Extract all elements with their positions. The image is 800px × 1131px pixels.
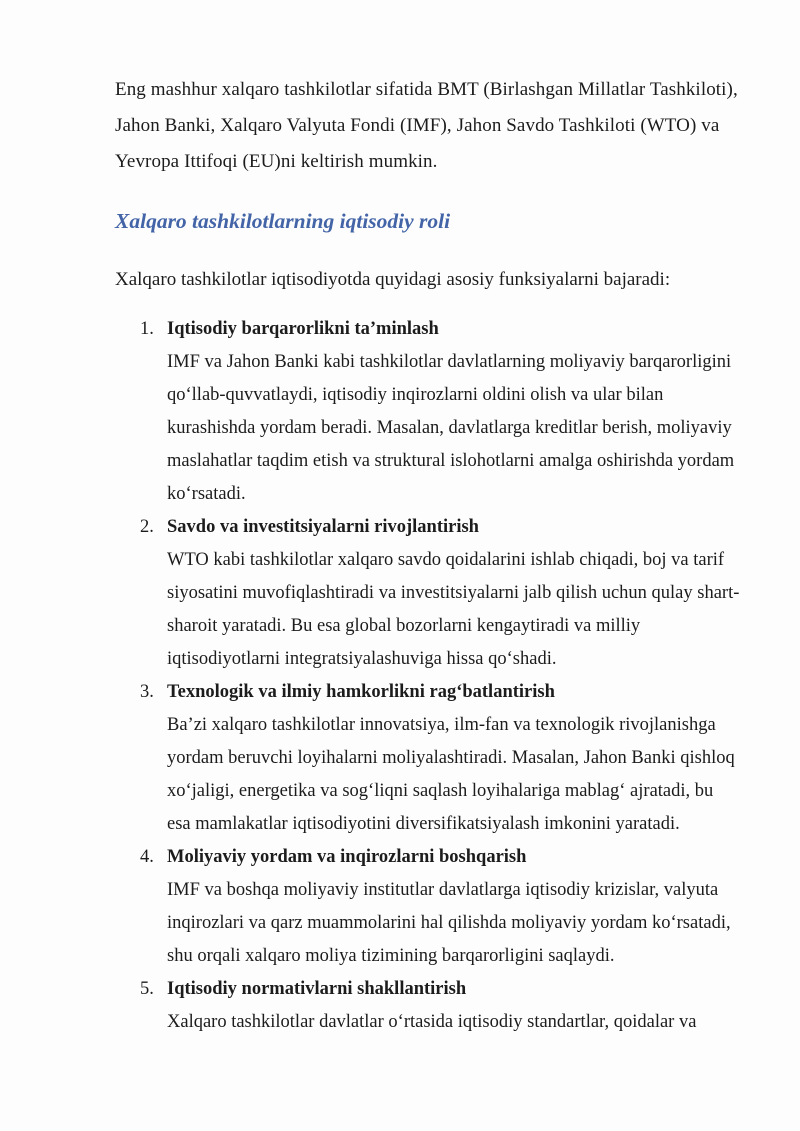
list-number: 1. (140, 319, 154, 339)
list-item (140, 841, 740, 973)
list-number: 2. (140, 517, 154, 537)
list-item-body: WTO kabi tashkilotlar xalqaro savdo qoidalarini ishlab chiqadi, boj va tarif siyosatini muvofiqlashtiradi va investitsiyalarni jalb qilish uchun qulay shart-sharoit yaratadi. Bu esa global bozorlarni kengaytiradi va milliy iqtisodiyotlarni integratsiyalashuviga hissa qo‘shadi. (167, 550, 740, 669)
list-item-title: Iqtisodiy barqarorlikni ta’minlash (167, 319, 439, 339)
list-item-body: IMF va Jahon Banki kabi tashkilotlar davlatlarning moliyaviy barqarorligini qo‘llab-quvvatlaydi, iqtisodiy inqirozlarni oldini olish va ular bilan kurashishda yordam beradi. Masalan, davlatlarga kreditlar berish, moliyaviy maslahatlar taqdim etish va struktural islohotlarni amalga oshirishda yordam ko‘rsatadi. (167, 352, 735, 504)
lead-paragraph: Xalqaro tashkilotlar iqtisodiyotda quyidagi asosiy funksiyalarni bajaradi: (115, 269, 671, 290)
list-item-title: Iqtisodiy normativlarni shakllantirish (167, 979, 467, 999)
list-item-title: Texnologik va ilmiy hamkorlikni rag‘batlantirish (167, 682, 555, 702)
list-item-body: IMF va boshqa moliyaviy institutlar davlatlarga iqtisodiy krizislar, valyuta inqirozlari va qarz muammolarini hal qilishda moliyaviy yordam ko‘rsatadi, shu orqali xalqaro moliya tizimining barqarorligini saqlaydi. (167, 880, 731, 966)
list-number: 3. (140, 682, 154, 702)
list-item (140, 511, 740, 676)
intro-paragraph: Eng mashhur xalqaro tashkilotlar sifatida BMT (Birlashgan Millatlar Tashkiloti), Jahon Banki, Xalqaro Valyuta Fondi (IMF), Jahon Savdo Tashkiloti (WTO) va Yevropa Ittifoqi (EU)ni keltirish mumkin. (115, 79, 738, 172)
list-item (140, 973, 740, 1039)
list-item-title: Savdo va investitsiyalarni rivojlantirish (167, 517, 479, 537)
list-item (140, 676, 740, 841)
list-number: 5. (140, 979, 154, 999)
list-number: 4. (140, 847, 154, 867)
list-item (140, 313, 740, 511)
section-heading: Xalqaro tashkilotlarning iqtisodiy roli (115, 209, 451, 233)
list-item-body: Xalqaro tashkilotlar davlatlar o‘rtasida iqtisodiy standartlar, qoidalar va (167, 1012, 697, 1032)
list-item-title: Moliyaviy yordam va inqirozlarni boshqarish (167, 847, 527, 867)
list-item-body: Ba’zi xalqaro tashkilotlar innovatsiya, ilm-fan va texnologik rivojlanishga yordam beruvchi loyihalarni moliyalashtiradi. Masalan, Jahon Banki qishloq xo‘jaligi, energetika va sog‘liqni saqlash loyihalariga mablag‘ ajratadi, bu esa mamlakatlar iqtisodiyotini diversifikatsiyalash imkonini yaratadi. (167, 715, 735, 834)
numbered-list (140, 313, 740, 1039)
